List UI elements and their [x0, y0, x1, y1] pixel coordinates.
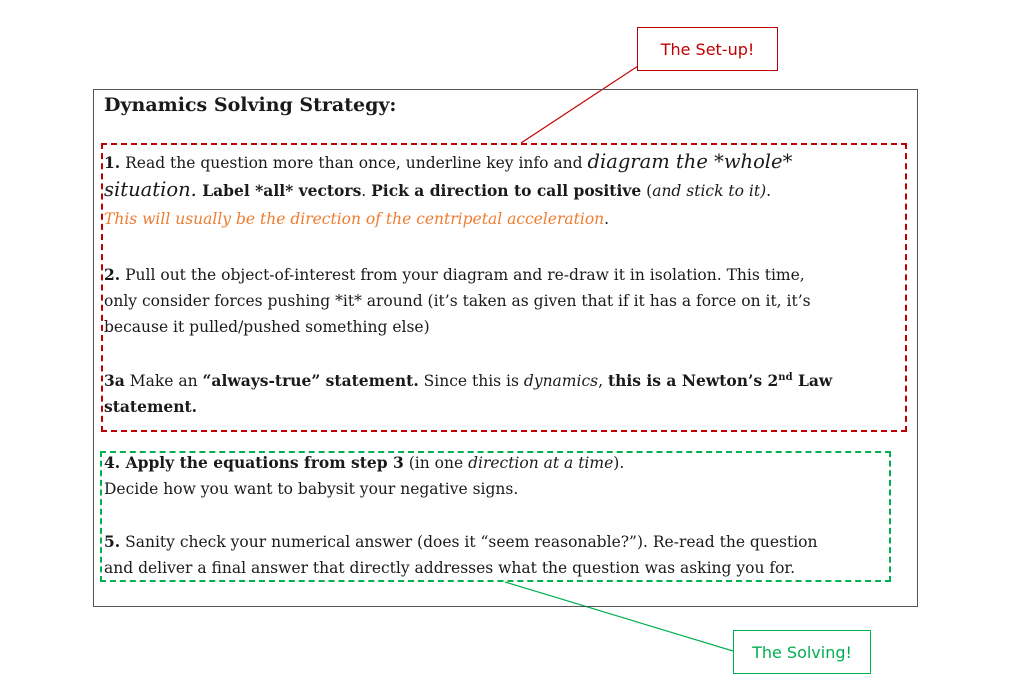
step1-line3: [104, 208, 609, 230]
step3-line2: [104, 396, 197, 418]
step2-line1: [104, 264, 805, 286]
step3-newton: this is a Newton’s 2: [607, 371, 779, 390]
step1-stick: and stick to it): [652, 182, 767, 200]
step1-sep: .: [361, 182, 372, 200]
step3-text-a: Make an: [124, 372, 203, 390]
step3-text-b: Since this is: [418, 372, 524, 390]
step1-emphasis-a: diagram the *whole*: [587, 150, 793, 173]
step1-paren-open: (: [641, 182, 653, 200]
page-title: Dynamics Solving Strategy:: [104, 94, 397, 116]
setup-callout: [637, 27, 778, 71]
step1-end: .: [604, 210, 610, 228]
step3-law: Law: [792, 371, 833, 390]
step4-line1: [104, 452, 624, 474]
step2-text-2: only consider forces pushing *it* around (it’s taken as given that if it has a force on it, it’s: [104, 292, 811, 310]
solving-callout: [733, 630, 871, 674]
step5-line2: [104, 557, 795, 579]
step4-number: 4.: [104, 453, 121, 472]
step1-centripetal-note: This will usually be the direction of the centripetal acceleration: [104, 210, 605, 228]
step1-number: 1.: [104, 153, 121, 172]
step3-dynamics: dynamics: [523, 372, 599, 390]
step4-line2: [104, 478, 518, 500]
step1-line2: [104, 179, 771, 202]
step3-line1: [104, 370, 832, 392]
step4-direction: direction at a time: [468, 454, 614, 472]
step2-text-3: because it pulled/pushed something else): [104, 318, 430, 336]
step1-label-vectors: Label *all* vectors: [196, 181, 362, 200]
step2-line3: [104, 316, 430, 338]
step5-text-2: and deliver a final answer that directly addresses what the question was asking you for.: [104, 559, 796, 577]
step3-nd: nd: [778, 371, 793, 383]
step5-number: 5.: [104, 532, 121, 551]
step3-number: 3a: [104, 371, 125, 390]
step3-comma: ,: [598, 372, 608, 390]
setup-callout-label: The Set-up!: [660, 39, 755, 59]
step1-line1: [104, 151, 792, 174]
step2-text-1: Pull out the object-of-interest from your diagram and re-draw it in isolation. This time,: [120, 266, 805, 284]
step2-line2: [104, 290, 811, 312]
step4-text-2: Decide how you want to babysit your negative signs.: [104, 480, 519, 498]
step4-apply: Apply the equations from step 3: [120, 453, 404, 472]
step2-number: 2.: [104, 265, 121, 284]
step4-text-a: (in one: [403, 454, 469, 472]
step4-text-b: ).: [613, 454, 625, 472]
step3-always-true: “always-true” statement.: [202, 371, 419, 390]
step1-text-a: Read the question more than once, underline key info and: [120, 154, 588, 172]
step5-line1: [104, 531, 817, 553]
step1-emphasis-b: situation.: [104, 178, 197, 201]
step1-pick-direction: Pick a direction to call positive: [371, 181, 642, 200]
step1-period: .: [766, 182, 772, 200]
step3-statement: statement.: [104, 397, 198, 416]
step5-text-1: Sanity check your numerical answer (does it “seem reasonable?”). Re-read the question: [120, 533, 818, 551]
solving-callout-label: The Solving!: [752, 642, 852, 662]
